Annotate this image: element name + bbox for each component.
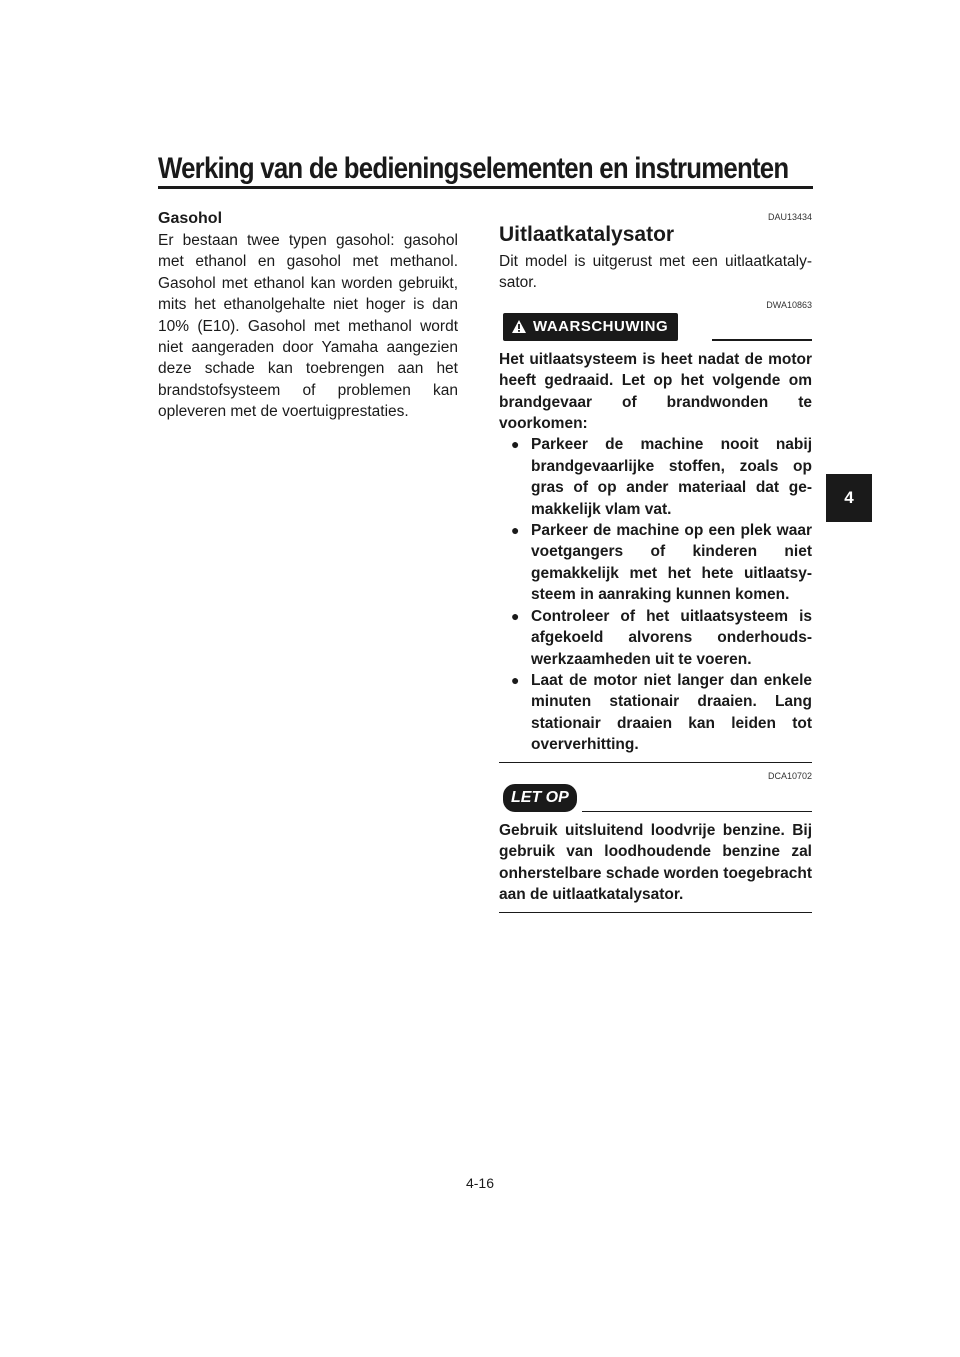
list-item: ● Controleer of het uitlaatsysteem is afgekoeld alvorens onderhoudswerkzaamheden uit te voeren. — [511, 607, 812, 668]
warning-end-rule — [499, 762, 812, 764]
list-item: ● Laat de motor niet langer dan enkele minuten stationair draaien. Lang stationair draaien kan leiden tot oververhitting. — [511, 671, 812, 754]
chapter-tab: 4 — [826, 474, 872, 522]
list-item: ● Parkeer de machine op een plek waar voetgangers of kinderen niet gemakkelijk met het hete uitlaatsysteem in aanraking kunnen komen. — [511, 522, 812, 604]
caution-end-rule — [499, 912, 812, 914]
section-code: DAU13434 — [767, 212, 812, 222]
warning-label-row — [499, 313, 812, 343]
right-column — [499, 212, 812, 913]
bullet-icon: ● — [511, 671, 520, 688]
caution-label-row — [499, 784, 812, 814]
warning-list — [499, 434, 812, 755]
page-header-title: Werking van de bedieningselementen en instrumenten — [158, 152, 789, 185]
caution-code: DCA10702 — [767, 771, 812, 782]
warning-badge — [503, 313, 678, 341]
gasohol-body: Er bestaan twee typen gasohol: gasohol met ethanol en gasohol met methanol. Gasohol met ethanol kan worden gebruikt, mits het ethanolgehalte niet hoger is dan 10% (E10). Gasohol met methanol wordt niet aangeraden door Yamaha aangezien deze schade kan toebrengen aan het brandstofsysteem of problemen kan opleveren met de voertuigprestaties. — [158, 232, 458, 421]
left-column — [158, 208, 458, 423]
bullet-icon: ● — [511, 522, 520, 539]
warning-code: DWA10863 — [766, 299, 812, 310]
warning-label: WAARSCHUWING — [533, 318, 669, 336]
caution-text: Gebruik uitsluitend loodvrije benzine. Bij gebruik van loodhoudende benzine zal onherstelbare schade worden toegebracht aan de uitlaatkatalysator. — [499, 822, 812, 904]
bullet-icon: ● — [511, 436, 520, 453]
section-title: Uitlaatkatalysator — [499, 223, 675, 246]
caution-label-rule — [582, 811, 812, 813]
section-intro: Dit model is uitgerust met een uitlaatkatalysator. — [499, 253, 812, 292]
gasohol-title: Gasohol — [158, 210, 223, 227]
header-rule — [158, 186, 813, 189]
warning-label-rule — [712, 339, 812, 341]
warning-triangle-icon — [511, 319, 527, 334]
caution-badge: LET OP — [503, 784, 577, 812]
page-number: 4-16 — [465, 1175, 495, 1191]
list-item: ● Parkeer de machine nooit nabij brandgevaarlijke stoffen, zoals op gras of op ander materiaal dat gemakkelijk vlam vat. — [511, 436, 812, 518]
bullet-icon: ● — [511, 607, 520, 624]
warning-text: Het uitlaatsysteem is heet nadat de motor heeft gedraaid. Let op het volgende om brandgevaar of brandwonden te voorkomen: — [499, 350, 812, 433]
